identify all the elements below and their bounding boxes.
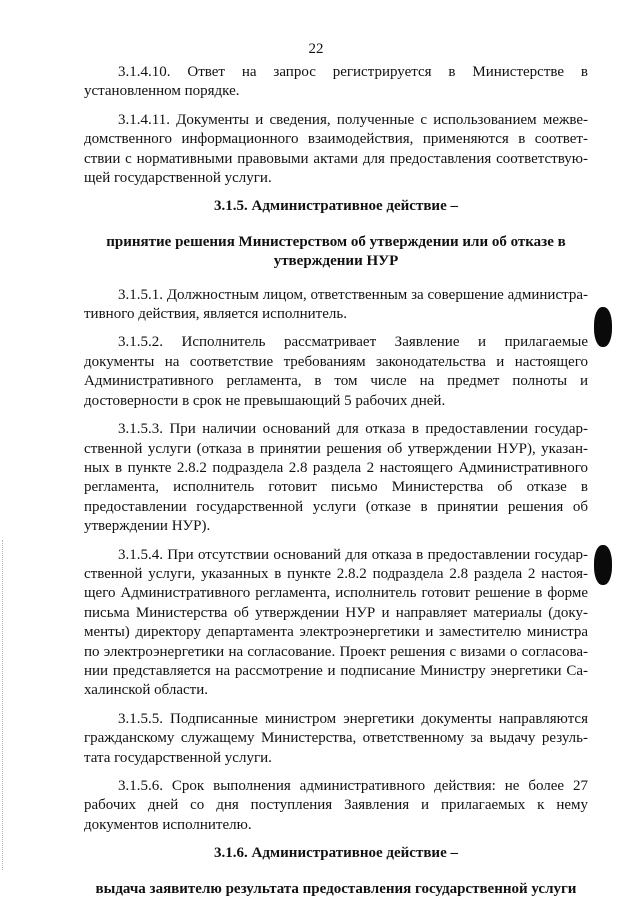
paragraph-3-1-5-4: 3.1.5.4. При отсутствии оснований для отказа в предоставлении государственной услуги, указанных в пункте 2.8.2 подраздела 2.8 раздела 2 настоящего Административного регламента, исполнитель готовит решение в форме письма Министерства об утверждении НУР и направляет материалы (документы) директору департамента электроэнергетики и заместителю министра по электроэнергетики на согласование. Проект решения с визами о согласовании представляется на рассмотрение и подписание Министру энергетики Сахалинской области. [84,546,588,699]
page-number: 22 [308,41,324,57]
paragraph-3-1-4-10: 3.1.4.10. Ответ на запрос регистрируется в Министерстве в установленном порядке. [84,64,588,100]
section-subheading-3-1-6: выдача заявителю результата предоставления государственной услуги [95,880,577,897]
punch-hole-mark-top [594,307,612,347]
punch-hole-mark-bottom [594,545,612,585]
paragraph-3-1-5-3: 3.1.5.3. При наличии оснований для отказа в предоставлении государственной услуги (отказа в принятии решения об утверждении НУР), указанных в пункте 2.8.2 подраздела 2.8 раздела 2 настоящего Административного регламента, исполнитель готовит письмо Министерства об отказе в предоставлении государственной услуги (отказе в принятии решения об утверждении НУР). [84,421,588,535]
scan-edge-artifact [2,540,6,870]
paragraph-3-1-5-5: 3.1.5.5. Подписанные министром энергетики документы направляются гражданскому служащему Министерства, ответственному за выдачу результата государственной услуги. [84,710,588,766]
page-content [84,63,588,913]
section-subheading-3-1-5: принятие решения Министерством об утверждении или об отказе в утверждении НУР [106,233,566,270]
paragraph-3-1-4-11: 3.1.4.11. Документы и сведения, полученные с использованием межведомственного информационного взаимодействия, применяются в соответствии с нормативными правовыми актами для предоставления соответствующей государственной услуги. [84,111,588,187]
section-heading-3-1-5: 3.1.5. Административное действие – [214,198,458,215]
section-heading-3-1-6: 3.1.6. Административное действие – [214,845,458,862]
paragraph-3-1-5-1: 3.1.5.1. Должностным лицом, ответственным за совершение административного действия, является исполнитель. [84,286,588,323]
paragraph-3-1-5-6: 3.1.5.6. Срок выполнения административного действия: не более 27 рабочих дней со дня поступления Заявления и прилагаемых к нему документов исполнителю. [84,778,588,833]
paragraph-3-1-5-2: 3.1.5.2. Исполнитель рассматривает Заявление и прилагаемые документы на соответствие требованиям законодательства и настоящего Административного регламента, в том числе на предмет полноты и достоверности в срок не превышающий 5 рабочих дней. [84,334,588,409]
